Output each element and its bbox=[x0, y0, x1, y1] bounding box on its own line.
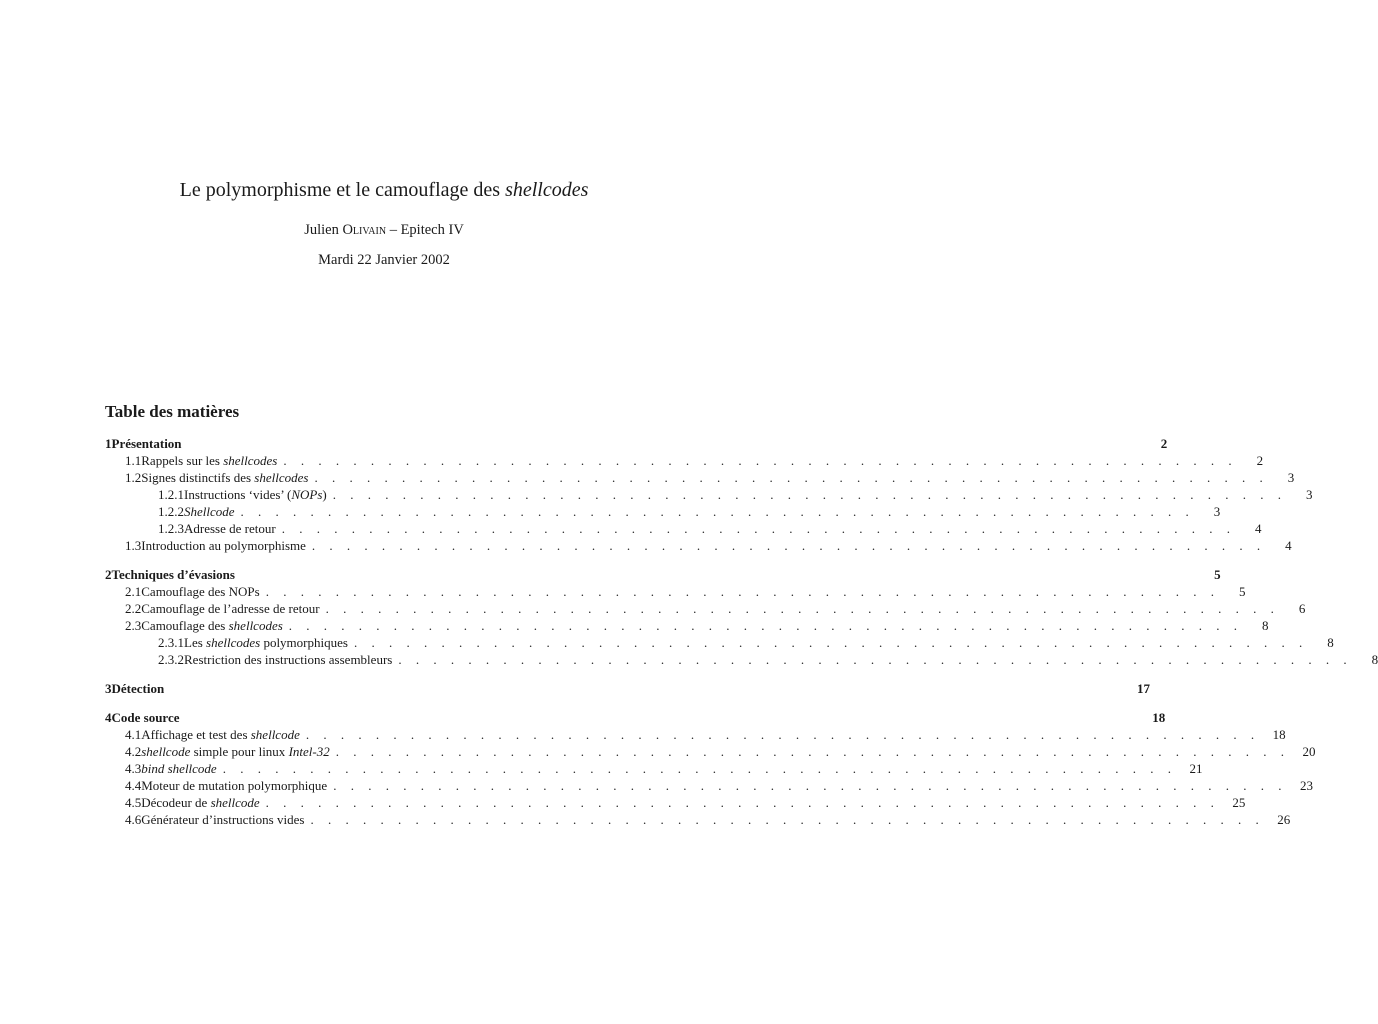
toc-page-number: 8 bbox=[1371, 652, 1378, 667]
toc-title: shellcode simple pour linux Intel-32 bbox=[141, 744, 330, 759]
toc-title: Restriction des instructions assembleurs bbox=[184, 652, 393, 667]
toc-title: Shellcode bbox=[184, 504, 235, 519]
toc-title: bind shellcode bbox=[141, 761, 217, 776]
toc-title: Camouflage des shellcodes bbox=[141, 618, 283, 633]
toc-title: Introduction au polymorphisme bbox=[141, 538, 306, 553]
toc-title: Signes distinctifs des shellcodes bbox=[141, 470, 309, 485]
toc-number: 4 bbox=[105, 710, 112, 725]
toc-entry-4[interactable] bbox=[105, 709, 1166, 726]
toc-title: Camouflage de l’adresse de retour bbox=[141, 601, 320, 616]
toc-number: 2.2 bbox=[125, 601, 142, 616]
toc-page-number: 18 bbox=[1152, 710, 1166, 725]
toc-leader-dots: . . . . . . . . . . . . . . . . . . . . . . . . . . . . . . . . . . . . . . . . . . . . . . . . . . . . . . . bbox=[398, 652, 1353, 667]
toc-leader-dots: . . . . . . . . . . . . . . . . . . . . . . . . . . . . . . . . . . . . . . . . . . . . . . . . . . . . . . . bbox=[311, 538, 1266, 553]
toc-page-number: 25 bbox=[1232, 795, 1246, 810]
toc-entry-1-2[interactable] bbox=[105, 469, 1295, 486]
toc-number: 2.3 bbox=[125, 618, 142, 633]
toc-entry-2-2[interactable] bbox=[105, 600, 1306, 617]
toc-page-number: 18 bbox=[1272, 727, 1286, 742]
toc-leader-dots: . . . . . . . . . . . . . . . . . . . . . . . . . . . . . . . . . . . . . . . . . . . . . . . . . . . . . . . bbox=[222, 761, 1177, 776]
toc-page-number: 8 bbox=[1327, 635, 1334, 650]
toc-leader-dots: . . . . . . . . . . . . . . . . . . . . . . . . . . . . . . . . . . . . . . . . . . . . . . . . . . . . . . . bbox=[335, 744, 1290, 759]
toc-number: 4.2 bbox=[125, 744, 142, 759]
toc-page-number: 4 bbox=[1285, 538, 1292, 553]
toc-page-number: 21 bbox=[1189, 761, 1203, 776]
toc-number: 4.1 bbox=[125, 727, 142, 742]
toc-entry-2-1[interactable] bbox=[105, 583, 1246, 600]
toc-leader-dots: . . . . . . . . . . . . . . . . . . . . . . . . . . . . . . . . . . . . . . . . . . . . . . . . . . . . . . . bbox=[353, 635, 1308, 650]
toc-leader-dots: . . . . . . . . . . . . . . . . . . . . . . . . . . . . . . . . . . . . . . . . . . . . . . . . . . . . . . . bbox=[332, 487, 1287, 502]
toc-title: Affichage et test des shellcode bbox=[141, 727, 300, 742]
toc-page-number: 8 bbox=[1262, 618, 1269, 633]
toc-entry-2-3[interactable] bbox=[105, 617, 1269, 634]
toc-page-number: 20 bbox=[1302, 744, 1316, 759]
toc-number: 2 bbox=[105, 567, 112, 582]
author-line bbox=[0, 220, 768, 240]
toc-entry-2-3-1[interactable] bbox=[105, 634, 1334, 651]
toc-page-number: 4 bbox=[1254, 521, 1262, 536]
toc-title: Moteur de mutation polymorphique bbox=[141, 778, 328, 793]
toc-page-number: 2 bbox=[1160, 436, 1168, 451]
toc-number: 1.2.3 bbox=[158, 521, 184, 536]
toc-title: Détection bbox=[111, 681, 165, 696]
toc-number: 4.5 bbox=[125, 795, 142, 810]
author-last-name: Olivain bbox=[342, 222, 387, 238]
toc-entry-2[interactable] bbox=[105, 566, 1221, 583]
toc-page-number: 17 bbox=[1136, 681, 1150, 696]
toc-entry-1-1[interactable] bbox=[105, 452, 1264, 469]
toc-entry-1-3[interactable] bbox=[105, 537, 1292, 554]
toc-number: 1.2.2 bbox=[158, 504, 184, 519]
toc-entry-1-2-2[interactable] bbox=[105, 503, 1221, 520]
toc-number: 1.2 bbox=[125, 470, 142, 485]
toc-leader-dots: . . . . . . . . . . . . . . . . . . . . . . . . . . . . . . . . . . . . . . . . . . . . . . . . . . . . . . . bbox=[310, 812, 1265, 827]
toc-leader-dots: . . . . . . . . . . . . . . . . . . . . . . . . . . . . . . . . . . . . . . . . . . . . . . . . . . . . . . . bbox=[314, 470, 1269, 485]
toc-number: 1 bbox=[105, 436, 112, 451]
toc-entry-2-3-2[interactable] bbox=[105, 651, 1378, 668]
toc-page-number: 2 bbox=[1256, 453, 1264, 468]
toc-leader-dots: . . . . . . . . . . . . . . . . . . . . . . . . . . . . . . . . . . . . . . . . . . . . . . . . . . . . . . . bbox=[265, 795, 1220, 810]
toc-leader-dots: . . . . . . . . . . . . . . . . . . . . . . . . . . . . . . . . . . . . . . . . . . . . . . . . . . . . . . . bbox=[305, 727, 1260, 742]
toc-page-number: 3 bbox=[1213, 504, 1221, 519]
toc-page-number: 6 bbox=[1298, 601, 1306, 616]
toc-heading: Table des matières bbox=[105, 402, 240, 421]
document-date: Mardi 22 Janvier 2002 bbox=[318, 252, 450, 268]
toc-leader-dots: . . . . . . . . . . . . . . . . . . . . . . . . . . . . . . . . . . . . . . . . . . . . . . . . . . . . . . . bbox=[288, 618, 1243, 633]
toc-number: 4.6 bbox=[125, 812, 142, 827]
toc-number: 2.3.1 bbox=[158, 635, 184, 650]
author-affiliation: – Epitech IV bbox=[386, 222, 464, 238]
toc-entry-4-5[interactable] bbox=[105, 794, 1246, 811]
toc-entry-4-3[interactable] bbox=[105, 760, 1203, 777]
toc-title: Générateur d’instructions vides bbox=[141, 812, 305, 827]
toc-entry-4-1[interactable] bbox=[105, 726, 1286, 743]
toc-number: 2.3.2 bbox=[158, 652, 184, 667]
toc-number: 1.3 bbox=[125, 538, 142, 553]
title-text: Le polymorphisme et le camouflage des bbox=[179, 179, 506, 201]
toc-title: Décodeur de shellcode bbox=[141, 795, 260, 810]
toc-number: 4.4 bbox=[125, 778, 142, 793]
toc-title: Rappels sur les shellcodes bbox=[141, 453, 278, 468]
toc-leader-dots: . . . . . . . . . . . . . . . . . . . . . . . . . . . . . . . . . . . . . . . . . . . . . . . . . . . . . . . bbox=[333, 778, 1287, 793]
table-of-contents bbox=[105, 435, 1378, 828]
toc-entry-3[interactable] bbox=[105, 680, 1150, 697]
toc-number: 1.2.1 bbox=[158, 487, 184, 502]
toc-title: Techniques d’évasions bbox=[111, 567, 235, 582]
toc-title: Code source bbox=[111, 710, 180, 725]
toc-page-number: 26 bbox=[1277, 812, 1291, 827]
toc-number: 2.1 bbox=[125, 584, 142, 599]
toc-entry-4-4[interactable] bbox=[105, 777, 1313, 794]
toc-entry-4-2[interactable] bbox=[105, 743, 1316, 760]
toc-number: 4.3 bbox=[125, 761, 142, 776]
toc-title: Présentation bbox=[111, 436, 182, 451]
toc-leader-dots: . . . . . . . . . . . . . . . . . . . . . . . . . . . . . . . . . . . . . . . . . . . . . . . . . . . . . . . bbox=[265, 584, 1220, 599]
toc-title: Adresse de retour bbox=[184, 521, 276, 536]
toc-entry-1-2-1[interactable] bbox=[105, 486, 1313, 503]
toc-leader-dots: . . . . . . . . . . . . . . . . . . . . . . . . . . . . . . . . . . . . . . . . . . . . . . . . . . . . . . . bbox=[281, 521, 1236, 536]
toc-leader-dots: . . . . . . . . . . . . . . . . . . . . . . . . . . . . . . . . . . . . . . . . . . . . . . . . . . . . . . . bbox=[325, 601, 1280, 616]
toc-number: 1.1 bbox=[125, 453, 142, 468]
toc-page-number: 5 bbox=[1214, 567, 1221, 582]
toc-title: Instructions ‘vides’ (NOPs) bbox=[184, 487, 327, 502]
toc-page-number: 3 bbox=[1306, 487, 1313, 502]
toc-title: Les shellcodes polymorphiques bbox=[184, 635, 348, 650]
author-first-name: Julien bbox=[304, 222, 343, 238]
toc-entry-1-2-3[interactable] bbox=[105, 520, 1262, 537]
toc-entry-4-6[interactable] bbox=[105, 811, 1291, 828]
toc-page-number: 23 bbox=[1299, 778, 1313, 793]
toc-title: Camouflage des NOPs bbox=[141, 584, 260, 599]
document-title bbox=[0, 177, 768, 203]
toc-page-number: 5 bbox=[1238, 584, 1246, 599]
toc-entry-1[interactable] bbox=[105, 435, 1168, 452]
toc-leader-dots: . . . . . . . . . . . . . . . . . . . . . . . . . . . . . . . . . . . . . . . . . . . . . . . . . . . . . . . bbox=[240, 504, 1195, 519]
title-italic: shellcodes bbox=[505, 179, 589, 201]
toc-leader-dots: . . . . . . . . . . . . . . . . . . . . . . . . . . . . . . . . . . . . . . . . . . . . . . . . . . . . . . . bbox=[283, 453, 1238, 468]
toc-page-number: 3 bbox=[1287, 470, 1295, 485]
toc-number: 3 bbox=[105, 681, 112, 696]
